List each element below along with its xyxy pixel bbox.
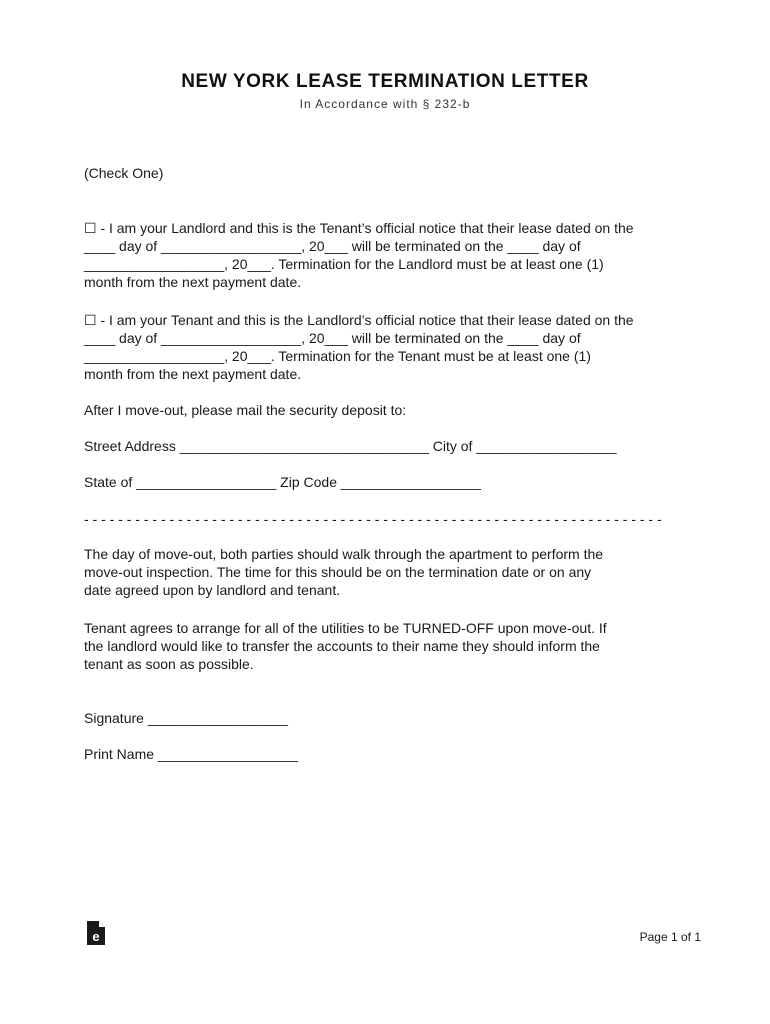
svg-text:e: e	[92, 929, 100, 944]
inspection-paragraph	[84, 545, 694, 599]
signature-row	[84, 709, 694, 727]
landlord-notice-paragraph	[84, 219, 694, 291]
dashed-separator: - - - - - - - - - - - - - - - - - - - - - - - - - - - - - - - - - - - - - - - - - - - - - - - - - - - - - - - - - - - - - - - - - - - -	[84, 511, 662, 527]
state-zip-row	[84, 473, 694, 491]
check-one-label: (Check One)	[84, 165, 164, 181]
print-name-row	[84, 745, 694, 763]
check-one-instruction	[84, 164, 694, 182]
document-subtitle: In Accordance with § 232-b	[299, 97, 471, 111]
tenant-notice-line: month from the next payment date.	[84, 366, 302, 382]
landlord-notice-line: __________________, 20___. Termination for the Landlord must be at least one (1)	[84, 256, 604, 272]
tenant-notice-line: ____ day of __________________, 20___ will be terminated on the ____ day of	[84, 330, 581, 346]
tenant-notice-line: __________________, 20___. Termination for the Tenant must be at least one (1)	[84, 348, 591, 364]
deposit-intro	[84, 401, 694, 419]
state-zip-fields: State of __________________ Zip Code __________________	[84, 474, 482, 490]
tenant-notice-line: ☐ - I am your Tenant and this is the Landlord’s official notice that their lease dated on the	[84, 312, 634, 328]
utilities-line: Tenant agrees to arrange for all of the utilities to be TURNED-OFF upon move-out. If	[84, 620, 607, 636]
print-name-field: Print Name __________________	[84, 746, 299, 762]
utilities-line: the landlord would like to transfer the accounts to their name they should inform the	[84, 638, 600, 654]
document-title: NEW YORK LEASE TERMINATION LETTER	[181, 71, 589, 92]
utilities-line: tenant as soon as possible.	[84, 656, 254, 672]
landlord-notice-line: ____ day of __________________, 20___ will be terminated on the ____ day of	[84, 238, 581, 254]
signature-field: Signature __________________	[84, 710, 288, 726]
tenant-notice-paragraph	[84, 311, 694, 383]
inspection-line: date agreed upon by landlord and tenant.	[84, 582, 341, 598]
street-city-fields: Street Address ________________________________ City of __________________	[84, 438, 617, 454]
inspection-line: The day of move-out, both parties should walk through the apartment to perform the	[84, 546, 604, 562]
deposit-intro-text: After I move-out, please mail the security deposit to:	[84, 402, 407, 418]
landlord-notice-line: month from the next payment date.	[84, 274, 302, 290]
inspection-line: move-out inspection. The time for this should be on the termination date or on any	[84, 564, 592, 580]
utilities-paragraph	[84, 619, 694, 673]
landlord-notice-line: ☐ - I am your Landlord and this is the Tenant’s official notice that their lease dated on the	[84, 220, 634, 236]
eforms-logo-icon	[86, 920, 106, 946]
page-number: Page 1 of 1	[639, 930, 701, 944]
street-address-row	[84, 437, 694, 455]
